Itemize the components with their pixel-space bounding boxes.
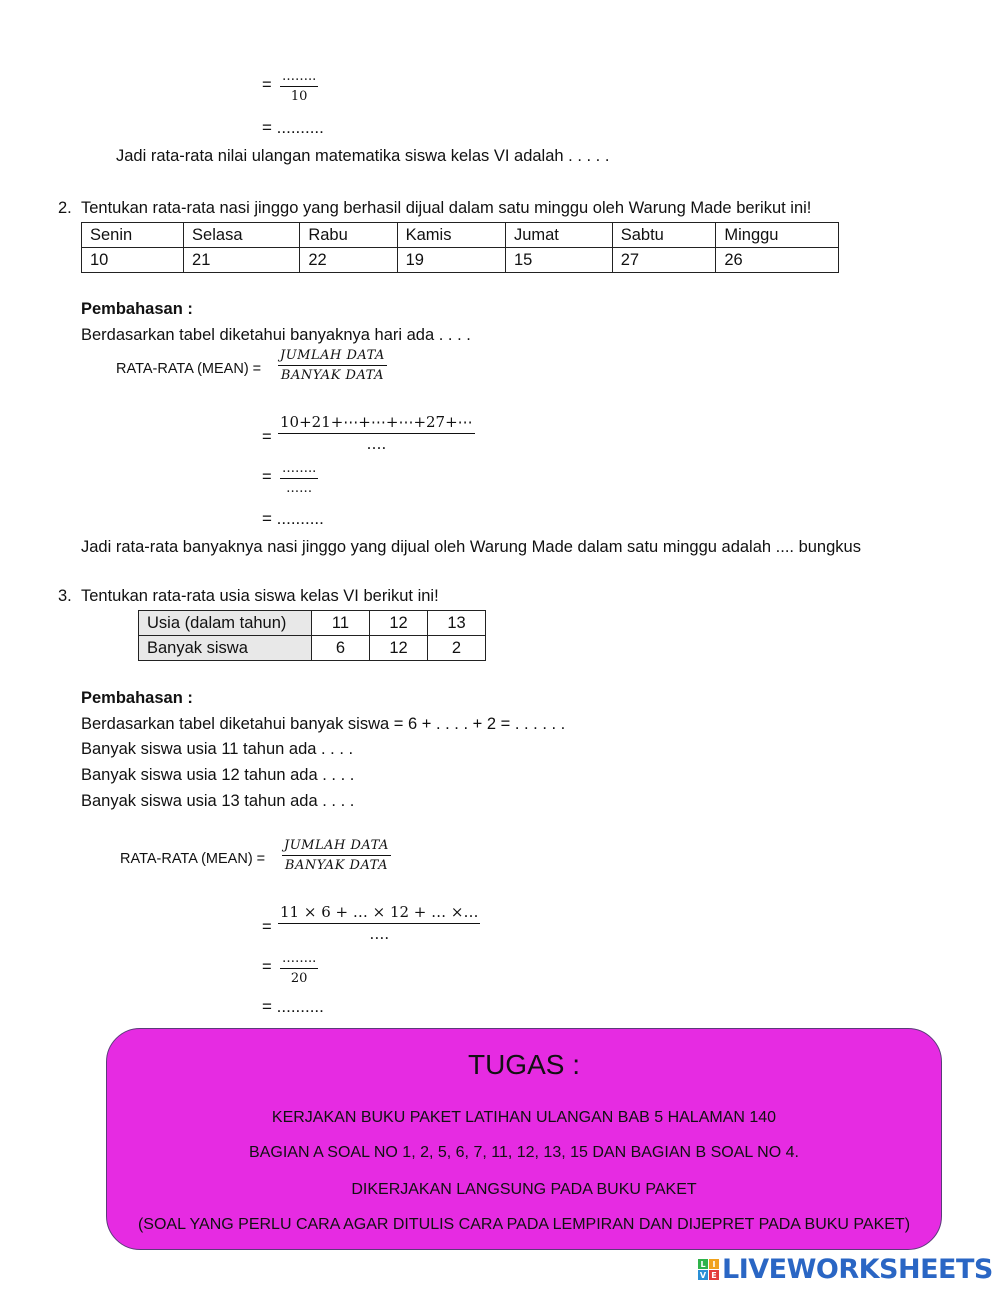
table-row [139,636,486,661]
table-cell: Senin [82,223,184,248]
logo-text: LIVEWORKSHEETS [722,1254,993,1285]
fraction-numerator: 11 × 6 + … × 12 + … ×… [280,903,479,921]
mean-label: RATA-RATA (MEAN) = [120,851,266,867]
table-cell: 11 [312,611,370,636]
table-cell: Sabtu [612,223,716,248]
equals-sign: = [262,918,272,936]
tugas-line: DIKERJAKAN LANGSUNG PADA BUKU PAKET [351,1181,697,1198]
table-cell: 12 [370,611,428,636]
fraction-denominator: 10 [290,89,308,104]
table-cell: 22 [300,248,397,273]
table-cell: 12 [370,636,428,661]
fraction-denominator: 20 [290,971,308,986]
fraction-3 [280,462,318,495]
fraction-numerator: 10+21+⋯+⋯+⋯+27+⋯ [280,413,473,431]
explanation-line: Berdasarkan tabel diketahui banyak siswa = 6 + . . . . + 2 = . . . . . . [81,715,566,733]
logo-letter: E [709,1270,719,1280]
table-cell: Jumat [505,223,612,248]
equals-sign: = [262,428,272,446]
table-cell: Minggu [716,223,839,248]
table-cell: 10 [82,248,184,273]
table-cell: 15 [505,248,612,273]
fraction-denominator: BANYAK DATA [280,368,384,383]
table-cell: 27 [612,248,716,273]
logo-icon [698,1259,719,1280]
fraction-1 [280,70,318,103]
tugas-box [106,1028,942,1250]
logo-letter: I [709,1259,719,1269]
tugas-title: TUGAS : [467,1049,580,1080]
result-line: = .......... [262,118,324,137]
table-cell: 6 [312,636,370,661]
table-cell: 13 [428,611,486,636]
tugas-line: (SOAL YANG PERLU CARA AGAR DITULIS CARA PADA LEMPIRAN DAN DIJEPRET PADA BUKU PAKET) [137,1216,911,1233]
table-row [82,248,839,273]
table-cell: 2 [428,636,486,661]
age-table [138,610,486,661]
fraction-numerator: …….. [282,951,317,966]
logo-letter: V [699,1270,707,1280]
explanation-line: Berdasarkan tabel diketahui banyaknya hari ada . . . . [81,326,471,344]
equals-sign: = [262,76,272,94]
mean-label: RATA-RATA (MEAN) = [116,361,262,377]
table-cell: 19 [397,248,505,273]
explanation-line: Banyak siswa usia 12 tahun ada . . . . [81,766,355,784]
fraction-numerator: …….. [282,69,317,84]
fraction-numerator: JUMLAH DATA [280,348,385,363]
pembahasan-heading: Pembahasan : [81,689,193,707]
fraction-3 [280,952,318,985]
question-3-text: Tentukan rata-rata usia siswa kelas VI berikut ini! [81,587,439,605]
explanation-line: Banyak siswa usia 11 tahun ada . . . . [81,740,354,758]
tugas-line: KERJAKAN BUKU PAKET LATIHAN ULANGAN BAB 5 HALAMAN 140 [271,1109,777,1126]
conclusion-1: Jadi rata-rata nilai ulangan matematika siswa kelas VI adalah . . . . . [116,147,610,165]
product-fraction [278,905,480,942]
liveworksheets-logo [698,1254,993,1285]
mean-formula [282,839,391,872]
tugas-line: BAGIAN A SOAL NO 1, 2, 5, 6, 7, 11, 12, 13, 15 DAN BAGIAN B SOAL NO 4. [249,1144,799,1161]
mean-formula [278,349,387,382]
fraction-denominator: …. [366,435,387,453]
table-cell: Usia (dalam tahun) [139,611,312,636]
question-number: 3. [58,587,72,605]
table-cell: 21 [184,248,300,273]
equals-sign: = [262,468,272,486]
fraction-denominator: BANYAK DATA [284,858,388,873]
table-row [139,611,486,636]
sum-fraction [278,415,475,452]
fraction-denominator: …… [286,481,313,496]
fraction-numerator: …….. [282,461,317,476]
explanation-line: Banyak siswa usia 13 tahun ada . . . . [81,792,355,810]
logo-letter: L [698,1259,708,1269]
result-line: = .......... [262,509,324,528]
sales-table [81,222,839,273]
table-header-row [82,223,839,248]
fraction-numerator: JUMLAH DATA [284,838,389,853]
table-cell: Kamis [397,223,505,248]
fraction-denominator: …. [369,925,390,943]
table-cell: Banyak siswa [139,636,312,661]
pembahasan-heading: Pembahasan : [81,300,193,318]
question-number: 2. [58,199,72,217]
table-cell: 26 [716,248,839,273]
result-line: = .......... [262,997,324,1016]
question-2-text: Tentukan rata-rata nasi jinggo yang berhasil dijual dalam satu minggu oleh Warung Made berikut ini! [81,199,812,217]
table-cell: Selasa [184,223,300,248]
equals-sign: = [262,958,272,976]
conclusion-2: Jadi rata-rata banyaknya nasi jinggo yang dijual oleh Warung Made dalam satu minggu adalah .... bungkus [81,538,861,556]
table-cell: Rabu [300,223,397,248]
